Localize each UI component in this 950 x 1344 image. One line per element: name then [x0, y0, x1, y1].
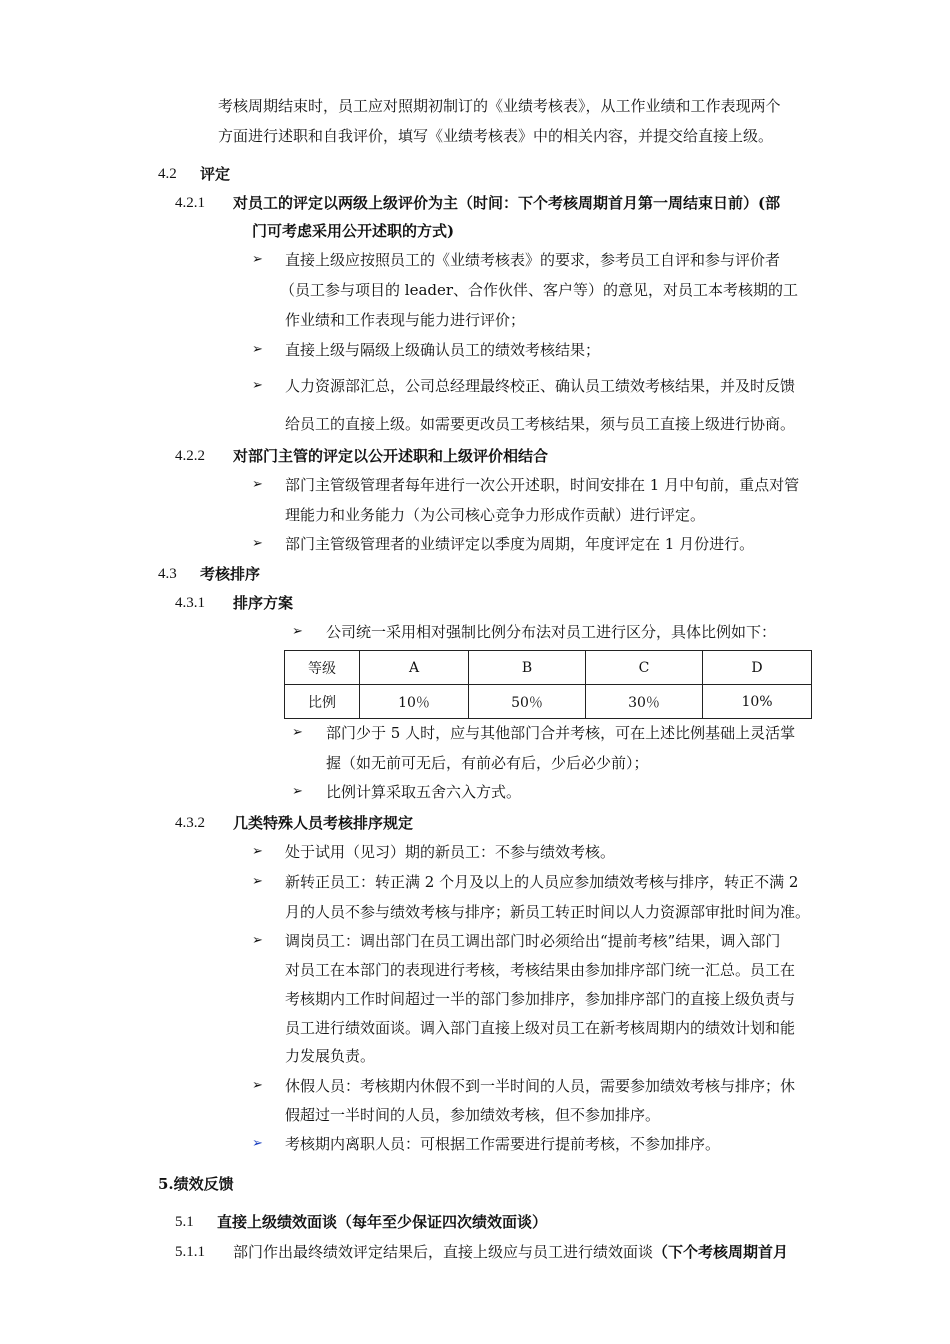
bullet-text: 直接上级应按照员工的《业绩考核表》的要求，参考员工自评和参与评价者 — [285, 251, 781, 269]
section-heading: 直接上级绩效面谈（每年至少保证四次绩效面谈） — [217, 1213, 548, 1231]
arrowhead-bullet-icon: ➢ — [292, 784, 303, 799]
subsection-number: 4.3.2 — [175, 815, 205, 831]
arrowhead-bullet-icon: ➢ — [252, 378, 263, 393]
intro-line: 考核周期结束时，员工应对照期初制订的《业绩考核表》，从工作业绩和工作表现两个 — [218, 97, 781, 115]
bullet-text: 力发展负责。 — [285, 1047, 376, 1065]
bullet-text: 考核期内工作时间超过一半的部门参加排序，参加排序部门的直接上级负责与 — [285, 990, 796, 1008]
bullet-text: 处于试用（见习）期的新员工：不参与绩效考核。 — [285, 843, 616, 861]
bullet-text: 新转正员工：转正满 2 个月及以上的人员应参加绩效考核与排序，转正不满 2 — [285, 873, 799, 891]
bullet-text: 直接上级与隔级上级确认员工的绩效考核结果； — [285, 341, 601, 359]
bullet-text: 比例计算采取五舍六入方式。 — [326, 783, 522, 801]
intro-line: 方面进行述职和自我评价，填写《业绩考核表》中的相关内容，并提交给直接上级。 — [218, 127, 774, 145]
bullet-text: （员工参与项目的 leader、合作伙伴、客户等）的意见，对员工本考核期的工 — [280, 281, 799, 299]
bullet-text: 公司统一采用相对强制比例分布法对员工进行区分，具体比例如下： — [326, 623, 777, 641]
bullet-text: 部门主管级管理者的业绩评定以季度为周期，年度评定在 1 月份进行。 — [285, 535, 755, 553]
subsection-heading: 几类特殊人员考核排序规定 — [233, 814, 414, 832]
bullet-text: 人力资源部汇总，公司总经理最终校正、确认员工绩效考核结果，并及时反馈 — [285, 377, 796, 395]
arrowhead-bullet-icon: ➢ — [252, 874, 263, 889]
arrowhead-bullet-icon: ➢ — [252, 477, 263, 492]
subsection-heading: 对部门主管的评定以公开述职和上级评价相结合 — [233, 447, 549, 465]
table-row — [285, 685, 812, 719]
bullet-text: 部门主管级管理者每年进行一次公开述职，时间安排在 1 月中旬前，重点对管 — [285, 476, 800, 494]
ratio-cell: 10％ — [360, 685, 469, 719]
bullet-text: 假超过一半时间的人员，参加绩效考核，但不参加排序。 — [285, 1106, 661, 1124]
subsection-heading: 门可考虑采用公开述职的方式) — [252, 222, 455, 240]
ratio-cell: 10% — [703, 685, 812, 719]
arrowhead-bullet-icon: ➢ — [252, 1078, 263, 1093]
bullet-text: 作业绩和工作表现与能力进行评价； — [285, 311, 526, 329]
paragraph-text — [233, 1242, 788, 1262]
section-number: 5.1 — [175, 1214, 194, 1230]
subsection-number: 5.1.1 — [175, 1244, 205, 1260]
subsection-heading: 排序方案 — [233, 594, 294, 612]
bullet-text: 员工进行绩效面谈。调入部门直接上级对员工在新考核周期内的绩效计划和能 — [285, 1019, 796, 1037]
ratio-cell: 50％ — [469, 685, 586, 719]
arrowhead-bullet-icon: ➢ — [292, 624, 303, 639]
subsection-number: 4.2.2 — [175, 448, 205, 464]
grade-ratio-table — [284, 650, 812, 719]
bullet-text: 休假人员：考核期内休假不到一半时间的人员，需要参加绩效考核与排序；休 — [285, 1077, 796, 1095]
arrowhead-bullet-icon: ➢ — [252, 1136, 263, 1151]
table-header-cell: 等级 — [285, 651, 360, 685]
table-row — [285, 651, 812, 685]
paragraph-text-bold: （下个考核周期首月 — [653, 1243, 789, 1261]
paragraph-text-regular: 部门作出最终绩效评定结果后，直接上级应与员工进行绩效面谈 — [233, 1243, 654, 1261]
subsection-number: 4.3.1 — [175, 595, 205, 611]
grade-cell: D — [703, 651, 812, 685]
bullet-text: 部门少于 5 人时，应与其他部门合并考核，可在上述比例基础上灵活掌 — [326, 724, 796, 742]
arrowhead-bullet-icon: ➢ — [292, 725, 303, 740]
grade-cell: C — [586, 651, 703, 685]
chapter-heading: 5.绩效反馈 — [158, 1175, 234, 1193]
bullet-text: 理能力和业务能力（为公司核心竞争力形成作贡献）进行评定。 — [285, 506, 706, 524]
section-heading: 评定 — [200, 165, 231, 183]
arrowhead-bullet-icon: ➢ — [252, 844, 263, 859]
arrowhead-bullet-icon: ➢ — [252, 933, 263, 948]
grade-cell: A — [360, 651, 469, 685]
subsection-heading: 对员工的评定以两级上级评价为主（时间：下个考核周期首月第一周结束日前）(部 — [233, 194, 781, 212]
arrowhead-bullet-icon: ➢ — [252, 342, 263, 357]
bullet-text: 考核期内离职人员：可根据工作需要进行提前考核，不参加排序。 — [285, 1135, 721, 1153]
subsection-number: 4.2.1 — [175, 195, 205, 211]
grade-cell: B — [469, 651, 586, 685]
bullet-text: 握（如无前可无后，有前必有后，少后必少前）； — [326, 754, 649, 772]
arrowhead-bullet-icon: ➢ — [252, 536, 263, 551]
section-number: 4.3 — [158, 566, 177, 582]
table-header-cell: 比例 — [285, 685, 360, 719]
ratio-cell: 30％ — [586, 685, 703, 719]
arrowhead-bullet-icon: ➢ — [252, 252, 263, 267]
bullet-text: 调岗员工：调出部门在员工调出部门时必须给出“提前考核”结果，调入部门 — [285, 932, 781, 950]
bullet-text: 给员工的直接上级。如需要更改员工考核结果，须与员工直接上级进行协商。 — [285, 415, 796, 433]
bullet-text: 对员工在本部门的表现进行考核，考核结果由参加排序部门统一汇总。员工在 — [285, 961, 796, 979]
section-number: 4.2 — [158, 166, 177, 182]
section-heading: 考核排序 — [200, 565, 261, 583]
bullet-text: 月的人员不参与绩效考核与排序；新员工转正时间以人力资源部审批时间为准。 — [285, 903, 811, 921]
